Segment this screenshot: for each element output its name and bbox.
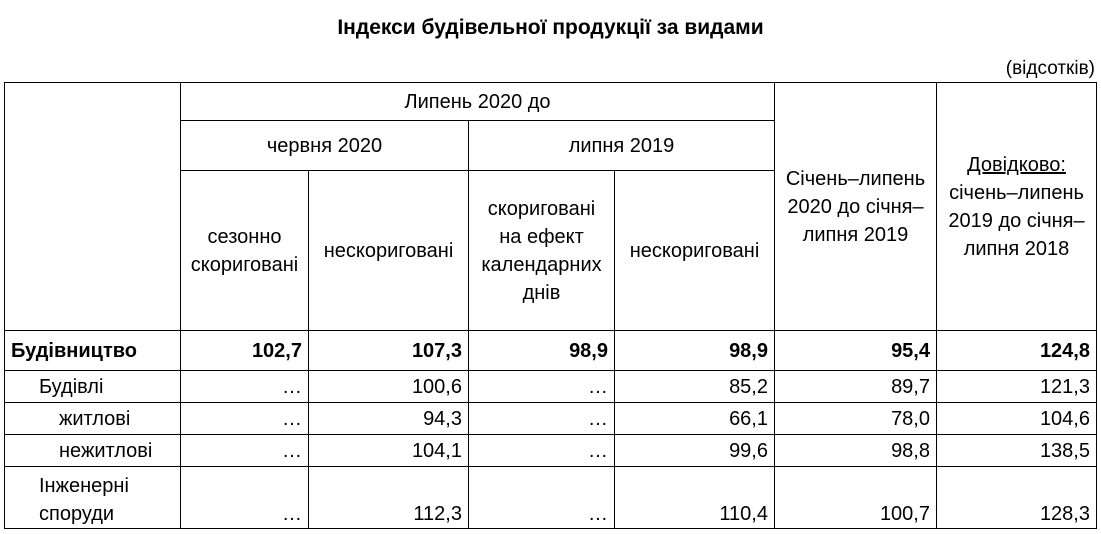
cell-a1: … [181, 403, 309, 435]
cell-b2: 66,1 [615, 403, 775, 435]
row-label: житлові [5, 403, 181, 435]
table-row [5, 435, 1097, 467]
header-july-2019: липня 2019 [469, 121, 775, 171]
header-jan-jul-2020: Січень–липень 2020 до січня–липня 2019 [775, 83, 937, 331]
cell-b1: … [469, 435, 615, 467]
cell-a1: 102,7 [181, 331, 309, 371]
row-label-line1: Інженерні [39, 475, 129, 497]
cell-b2: 110,4 [615, 467, 775, 529]
unit-label: (відсотків) [1005, 58, 1095, 79]
cell-a1: … [181, 371, 309, 403]
row-label: Будівлі [5, 371, 181, 403]
cell-b1: … [469, 371, 615, 403]
cell-a2: 94,3 [309, 403, 469, 435]
header-reference-title: Довідково: [967, 153, 1066, 176]
header-stub [5, 83, 181, 331]
cell-b2: 98,9 [615, 331, 775, 371]
table-title: Індекси будівельної продукції за видами [337, 16, 764, 39]
table-row [5, 371, 1097, 403]
header-unadjusted-a: нескориговані [309, 171, 469, 331]
header-seasonally-adjusted: сезонно скориговані [181, 171, 309, 331]
row-label: нежитлові [5, 435, 181, 467]
header-june-2020: червня 2020 [181, 121, 469, 171]
cell-a1: … [181, 467, 309, 529]
cell-d: 104,6 [937, 403, 1097, 435]
cell-d: 138,5 [937, 435, 1097, 467]
row-label [5, 467, 181, 529]
cell-c: 98,8 [775, 435, 937, 467]
cell-b2: 85,2 [615, 371, 775, 403]
cell-c: 78,0 [775, 403, 937, 435]
table-row [5, 403, 1097, 435]
cell-b2: 99,6 [615, 435, 775, 467]
construction-index-table [4, 82, 1097, 529]
table-row [5, 331, 1097, 371]
header-group-july-2020: Липень 2020 до [181, 83, 775, 121]
cell-c: 95,4 [775, 331, 937, 371]
cell-c: 100,7 [775, 467, 937, 529]
header-unadjusted-b: нескориговані [615, 171, 775, 331]
row-label-line2: споруди [39, 503, 115, 525]
row-label: Будівництво [5, 331, 181, 371]
cell-d: 124,8 [937, 331, 1097, 371]
cell-a1: … [181, 435, 309, 467]
cell-c: 89,7 [775, 371, 937, 403]
cell-a2: 107,3 [309, 331, 469, 371]
cell-d: 128,3 [937, 467, 1097, 529]
header-reference-text: січень–липень 2019 до січня–липня 2018 [948, 181, 1085, 260]
table-row [5, 467, 1097, 529]
cell-a2: 112,3 [309, 467, 469, 529]
cell-d: 121,3 [937, 371, 1097, 403]
cell-b1: … [469, 467, 615, 529]
cell-b1: 98,9 [469, 331, 615, 371]
header-calendar-adjusted: скориговані на ефект календарних днів [469, 171, 615, 331]
header-reference [937, 83, 1097, 331]
cell-a2: 100,6 [309, 371, 469, 403]
cell-b1: … [469, 403, 615, 435]
cell-a2: 104,1 [309, 435, 469, 467]
